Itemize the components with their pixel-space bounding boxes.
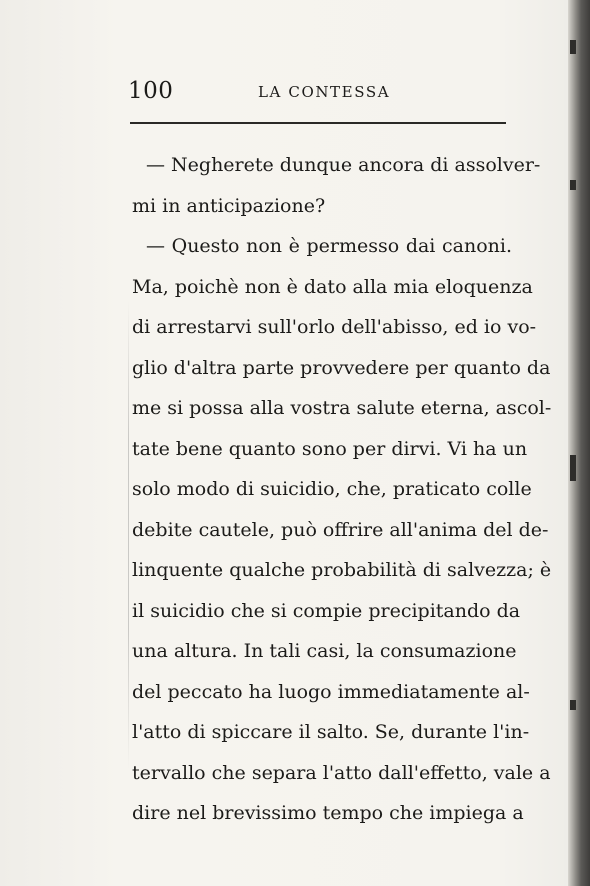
page-number: 100 — [128, 78, 174, 104]
text-line: — Questo non è permesso dai canoni. — [146, 235, 512, 257]
text-line: glio d'altra parte provvedere per quanto da — [132, 356, 551, 379]
text-line: debite cautele, può offrire all'anima del de- — [132, 518, 549, 541]
text-line: mi in anticipazione? — [132, 194, 326, 217]
text-line: Ma, poichè non è dato alla mia eloquenza — [132, 275, 533, 298]
text-line: me si possa alla vostra salute eterna, ascol- — [132, 397, 552, 419]
text-line: il suicidio che si compie precipitando da — [132, 599, 521, 622]
text-line: tate bene quanto sono per dirvi. Vi ha un — [132, 437, 528, 460]
edge-mark — [570, 180, 576, 190]
body-text — [132, 145, 552, 834]
page-edge-shadow — [568, 0, 590, 886]
running-title: LA CONTESSA — [258, 83, 391, 101]
header-rule — [130, 122, 506, 124]
edge-mark — [570, 455, 576, 481]
text-line: l'atto di spiccare il salto. Se, durante l'in- — [132, 721, 530, 743]
text-line: — Negherete dunque ancora di assolver- — [146, 154, 541, 176]
gutter-shadow — [128, 300, 129, 770]
edge-mark — [570, 700, 576, 710]
text-line: del peccato ha luogo immediatamente al- — [132, 680, 530, 703]
text-line: tervallo che separa l'atto dall'effetto, vale a — [132, 761, 551, 784]
text-line: solo modo di suicidio, che, praticato colle — [132, 478, 532, 500]
text-line: dire nel brevissimo tempo che impiega a — [132, 802, 524, 824]
text-line: una altura. In tali casi, la consumazione — [132, 640, 517, 662]
text-line: di arrestarvi sull'orlo dell'abisso, ed io vo- — [132, 316, 537, 338]
edge-mark — [570, 40, 576, 54]
text-line: linquente qualche probabilità di salvezza; è — [132, 559, 552, 581]
page-header — [128, 78, 508, 112]
